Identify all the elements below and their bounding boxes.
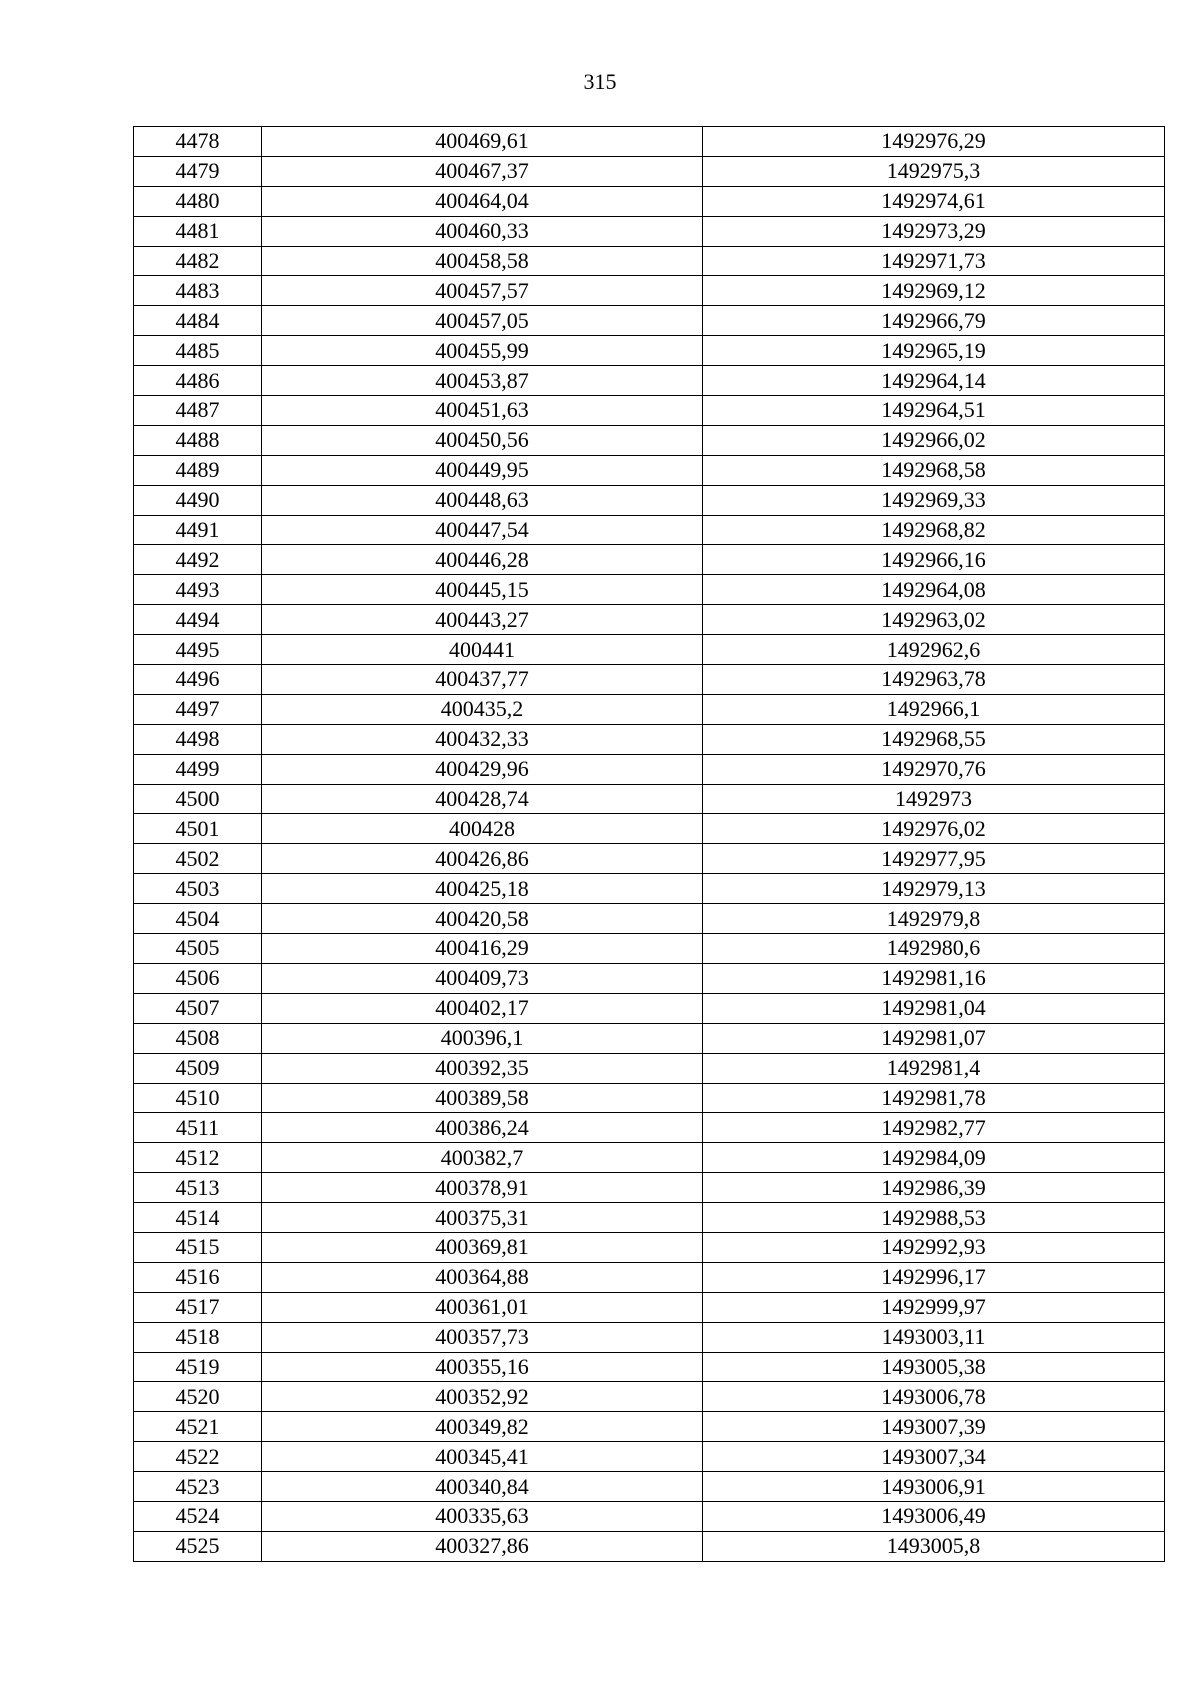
y-coordinate-cell: 1492981,04 — [703, 993, 1165, 1023]
table-row — [134, 1322, 1165, 1352]
x-coordinate-cell: 400396,1 — [262, 1023, 703, 1053]
point-number-cell: 4497 — [134, 694, 262, 724]
y-coordinate-cell: 1493005,8 — [703, 1531, 1165, 1561]
x-coordinate-cell: 400409,73 — [262, 963, 703, 993]
x-coordinate-cell: 400441 — [262, 635, 703, 665]
x-coordinate-cell: 400428 — [262, 814, 703, 844]
y-coordinate-cell: 1492964,51 — [703, 396, 1165, 426]
point-number-cell: 4491 — [134, 515, 262, 545]
table-row — [134, 216, 1165, 246]
point-number-cell: 4499 — [134, 754, 262, 784]
table-row — [134, 156, 1165, 186]
y-coordinate-cell: 1493006,78 — [703, 1382, 1165, 1412]
y-coordinate-cell: 1492973,29 — [703, 216, 1165, 246]
point-number-cell: 4487 — [134, 396, 262, 426]
point-number-cell: 4513 — [134, 1173, 262, 1203]
table-row — [134, 515, 1165, 545]
point-number-cell: 4494 — [134, 605, 262, 635]
table-row — [134, 366, 1165, 396]
point-number-cell: 4485 — [134, 336, 262, 366]
x-coordinate-cell: 400386,24 — [262, 1113, 703, 1143]
point-number-cell: 4516 — [134, 1262, 262, 1292]
y-coordinate-cell: 1492968,55 — [703, 724, 1165, 754]
point-number-cell: 4515 — [134, 1232, 262, 1262]
y-coordinate-cell: 1492973 — [703, 784, 1165, 814]
table-row — [134, 1173, 1165, 1203]
x-coordinate-cell: 400335,63 — [262, 1501, 703, 1531]
point-number-cell: 4524 — [134, 1501, 262, 1531]
table-row — [134, 1472, 1165, 1502]
x-coordinate-cell: 400437,77 — [262, 665, 703, 695]
table-row — [134, 784, 1165, 814]
y-coordinate-cell: 1492966,02 — [703, 425, 1165, 455]
table-row — [134, 934, 1165, 964]
y-coordinate-cell: 1492969,33 — [703, 485, 1165, 515]
x-coordinate-cell: 400443,27 — [262, 605, 703, 635]
point-number-cell: 4501 — [134, 814, 262, 844]
x-coordinate-cell: 400426,86 — [262, 844, 703, 874]
table-row — [134, 1232, 1165, 1262]
y-coordinate-cell: 1492965,19 — [703, 336, 1165, 366]
point-number-cell: 4498 — [134, 724, 262, 754]
y-coordinate-cell: 1492966,1 — [703, 694, 1165, 724]
y-coordinate-cell: 1492964,14 — [703, 366, 1165, 396]
table-row — [134, 396, 1165, 426]
y-coordinate-cell: 1492981,16 — [703, 963, 1165, 993]
point-number-cell: 4502 — [134, 844, 262, 874]
point-number-cell: 4480 — [134, 186, 262, 216]
table-row — [134, 1382, 1165, 1412]
point-number-cell: 4492 — [134, 545, 262, 575]
point-number-cell: 4525 — [134, 1531, 262, 1561]
point-number-cell: 4496 — [134, 665, 262, 695]
y-coordinate-cell: 1492962,6 — [703, 635, 1165, 665]
y-coordinate-cell: 1492981,78 — [703, 1083, 1165, 1113]
x-coordinate-cell: 400457,57 — [262, 276, 703, 306]
table-row — [134, 276, 1165, 306]
y-coordinate-cell: 1492982,77 — [703, 1113, 1165, 1143]
x-coordinate-cell: 400464,04 — [262, 186, 703, 216]
x-coordinate-cell: 400327,86 — [262, 1531, 703, 1561]
point-number-cell: 4514 — [134, 1203, 262, 1233]
x-coordinate-cell: 400357,73 — [262, 1322, 703, 1352]
x-coordinate-cell: 400355,16 — [262, 1352, 703, 1382]
y-coordinate-cell: 1493005,38 — [703, 1352, 1165, 1382]
x-coordinate-cell: 400460,33 — [262, 216, 703, 246]
page-number: 315 — [583, 69, 617, 94]
x-coordinate-cell: 400435,2 — [262, 694, 703, 724]
x-coordinate-cell: 400340,84 — [262, 1472, 703, 1502]
y-coordinate-cell: 1493006,91 — [703, 1472, 1165, 1502]
x-coordinate-cell: 400457,05 — [262, 306, 703, 336]
x-coordinate-cell: 400429,96 — [262, 754, 703, 784]
point-number-cell: 4521 — [134, 1412, 262, 1442]
table-row — [134, 425, 1165, 455]
point-number-cell: 4482 — [134, 246, 262, 276]
y-coordinate-cell: 1492966,16 — [703, 545, 1165, 575]
y-coordinate-cell: 1492979,13 — [703, 874, 1165, 904]
x-coordinate-cell: 400361,01 — [262, 1292, 703, 1322]
point-number-cell: 4508 — [134, 1023, 262, 1053]
table-row — [134, 963, 1165, 993]
table-row — [134, 1292, 1165, 1322]
point-number-cell: 4486 — [134, 366, 262, 396]
y-coordinate-cell: 1492970,76 — [703, 754, 1165, 784]
point-number-cell: 4481 — [134, 216, 262, 246]
y-coordinate-cell: 1492981,07 — [703, 1023, 1165, 1053]
table-row — [134, 575, 1165, 605]
x-coordinate-cell: 400428,74 — [262, 784, 703, 814]
x-coordinate-cell: 400469,61 — [262, 127, 703, 157]
table-row — [134, 694, 1165, 724]
y-coordinate-cell: 1492964,08 — [703, 575, 1165, 605]
table-row — [134, 1083, 1165, 1113]
table-row — [134, 1023, 1165, 1053]
table-row — [134, 635, 1165, 665]
table-row — [134, 1531, 1165, 1561]
point-number-cell: 4488 — [134, 425, 262, 455]
point-number-cell: 4507 — [134, 993, 262, 1023]
x-coordinate-cell: 400453,87 — [262, 366, 703, 396]
table-row — [134, 844, 1165, 874]
point-number-cell: 4522 — [134, 1442, 262, 1472]
coordinates-table — [133, 126, 1165, 1562]
table-row — [134, 993, 1165, 1023]
x-coordinate-cell: 400445,15 — [262, 575, 703, 605]
x-coordinate-cell: 400349,82 — [262, 1412, 703, 1442]
y-coordinate-cell: 1492992,93 — [703, 1232, 1165, 1262]
table-row — [134, 485, 1165, 515]
x-coordinate-cell: 400420,58 — [262, 904, 703, 934]
table-row — [134, 455, 1165, 485]
coordinates-table-body — [134, 127, 1165, 1562]
x-coordinate-cell: 400458,58 — [262, 246, 703, 276]
table-row — [134, 754, 1165, 784]
table-row — [134, 1412, 1165, 1442]
table-row — [134, 1143, 1165, 1173]
table-row — [134, 904, 1165, 934]
table-row — [134, 186, 1165, 216]
point-number-cell: 4493 — [134, 575, 262, 605]
point-number-cell: 4495 — [134, 635, 262, 665]
table-row — [134, 1501, 1165, 1531]
y-coordinate-cell: 1492999,97 — [703, 1292, 1165, 1322]
y-coordinate-cell: 1492963,78 — [703, 665, 1165, 695]
x-coordinate-cell: 400432,33 — [262, 724, 703, 754]
point-number-cell: 4520 — [134, 1382, 262, 1412]
x-coordinate-cell: 400446,28 — [262, 545, 703, 575]
x-coordinate-cell: 400455,99 — [262, 336, 703, 366]
y-coordinate-cell: 1492976,02 — [703, 814, 1165, 844]
y-coordinate-cell: 1492981,4 — [703, 1053, 1165, 1083]
point-number-cell: 4510 — [134, 1083, 262, 1113]
y-coordinate-cell: 1492969,12 — [703, 276, 1165, 306]
x-coordinate-cell: 400375,31 — [262, 1203, 703, 1233]
point-number-cell: 4483 — [134, 276, 262, 306]
x-coordinate-cell: 400382,7 — [262, 1143, 703, 1173]
table-row — [134, 1262, 1165, 1292]
y-coordinate-cell: 1493007,34 — [703, 1442, 1165, 1472]
y-coordinate-cell: 1492963,02 — [703, 605, 1165, 635]
x-coordinate-cell: 400449,95 — [262, 455, 703, 485]
x-coordinate-cell: 400450,56 — [262, 425, 703, 455]
table-row — [134, 1352, 1165, 1382]
point-number-cell: 4506 — [134, 963, 262, 993]
point-number-cell: 4505 — [134, 934, 262, 964]
x-coordinate-cell: 400364,88 — [262, 1262, 703, 1292]
x-coordinate-cell: 400389,58 — [262, 1083, 703, 1113]
x-coordinate-cell: 400402,17 — [262, 993, 703, 1023]
point-number-cell: 4517 — [134, 1292, 262, 1322]
point-number-cell: 4500 — [134, 784, 262, 814]
x-coordinate-cell: 400345,41 — [262, 1442, 703, 1472]
y-coordinate-cell: 1492984,09 — [703, 1143, 1165, 1173]
table-row — [134, 724, 1165, 754]
y-coordinate-cell: 1492986,39 — [703, 1173, 1165, 1203]
point-number-cell: 4504 — [134, 904, 262, 934]
point-number-cell: 4484 — [134, 306, 262, 336]
y-coordinate-cell: 1492966,79 — [703, 306, 1165, 336]
x-coordinate-cell: 400447,54 — [262, 515, 703, 545]
table-row — [134, 127, 1165, 157]
table-row — [134, 1203, 1165, 1233]
table-row — [134, 1053, 1165, 1083]
point-number-cell: 4519 — [134, 1352, 262, 1382]
point-number-cell: 4523 — [134, 1472, 262, 1502]
point-number-cell: 4490 — [134, 485, 262, 515]
point-number-cell: 4512 — [134, 1143, 262, 1173]
table-row — [134, 874, 1165, 904]
y-coordinate-cell: 1492974,61 — [703, 186, 1165, 216]
y-coordinate-cell: 1492976,29 — [703, 127, 1165, 157]
y-coordinate-cell: 1492975,3 — [703, 156, 1165, 186]
x-coordinate-cell: 400392,35 — [262, 1053, 703, 1083]
y-coordinate-cell: 1493003,11 — [703, 1322, 1165, 1352]
x-coordinate-cell: 400369,81 — [262, 1232, 703, 1262]
table-row — [134, 336, 1165, 366]
point-number-cell: 4489 — [134, 455, 262, 485]
table-row — [134, 545, 1165, 575]
x-coordinate-cell: 400425,18 — [262, 874, 703, 904]
y-coordinate-cell: 1492977,95 — [703, 844, 1165, 874]
y-coordinate-cell: 1493006,49 — [703, 1501, 1165, 1531]
y-coordinate-cell: 1493007,39 — [703, 1412, 1165, 1442]
point-number-cell: 4511 — [134, 1113, 262, 1143]
y-coordinate-cell: 1492979,8 — [703, 904, 1165, 934]
y-coordinate-cell: 1492996,17 — [703, 1262, 1165, 1292]
point-number-cell: 4478 — [134, 127, 262, 157]
point-number-cell: 4518 — [134, 1322, 262, 1352]
table-row — [134, 814, 1165, 844]
x-coordinate-cell: 400378,91 — [262, 1173, 703, 1203]
table-row — [134, 246, 1165, 276]
table-row — [134, 1442, 1165, 1472]
x-coordinate-cell: 400352,92 — [262, 1382, 703, 1412]
y-coordinate-cell: 1492980,6 — [703, 934, 1165, 964]
y-coordinate-cell: 1492971,73 — [703, 246, 1165, 276]
y-coordinate-cell: 1492988,53 — [703, 1203, 1165, 1233]
x-coordinate-cell: 400448,63 — [262, 485, 703, 515]
x-coordinate-cell: 400451,63 — [262, 396, 703, 426]
table-row — [134, 1113, 1165, 1143]
y-coordinate-cell: 1492968,82 — [703, 515, 1165, 545]
y-coordinate-cell: 1492968,58 — [703, 455, 1165, 485]
x-coordinate-cell: 400467,37 — [262, 156, 703, 186]
table-row — [134, 605, 1165, 635]
point-number-cell: 4479 — [134, 156, 262, 186]
x-coordinate-cell: 400416,29 — [262, 934, 703, 964]
table-row — [134, 306, 1165, 336]
point-number-cell: 4503 — [134, 874, 262, 904]
point-number-cell: 4509 — [134, 1053, 262, 1083]
table-row — [134, 665, 1165, 695]
